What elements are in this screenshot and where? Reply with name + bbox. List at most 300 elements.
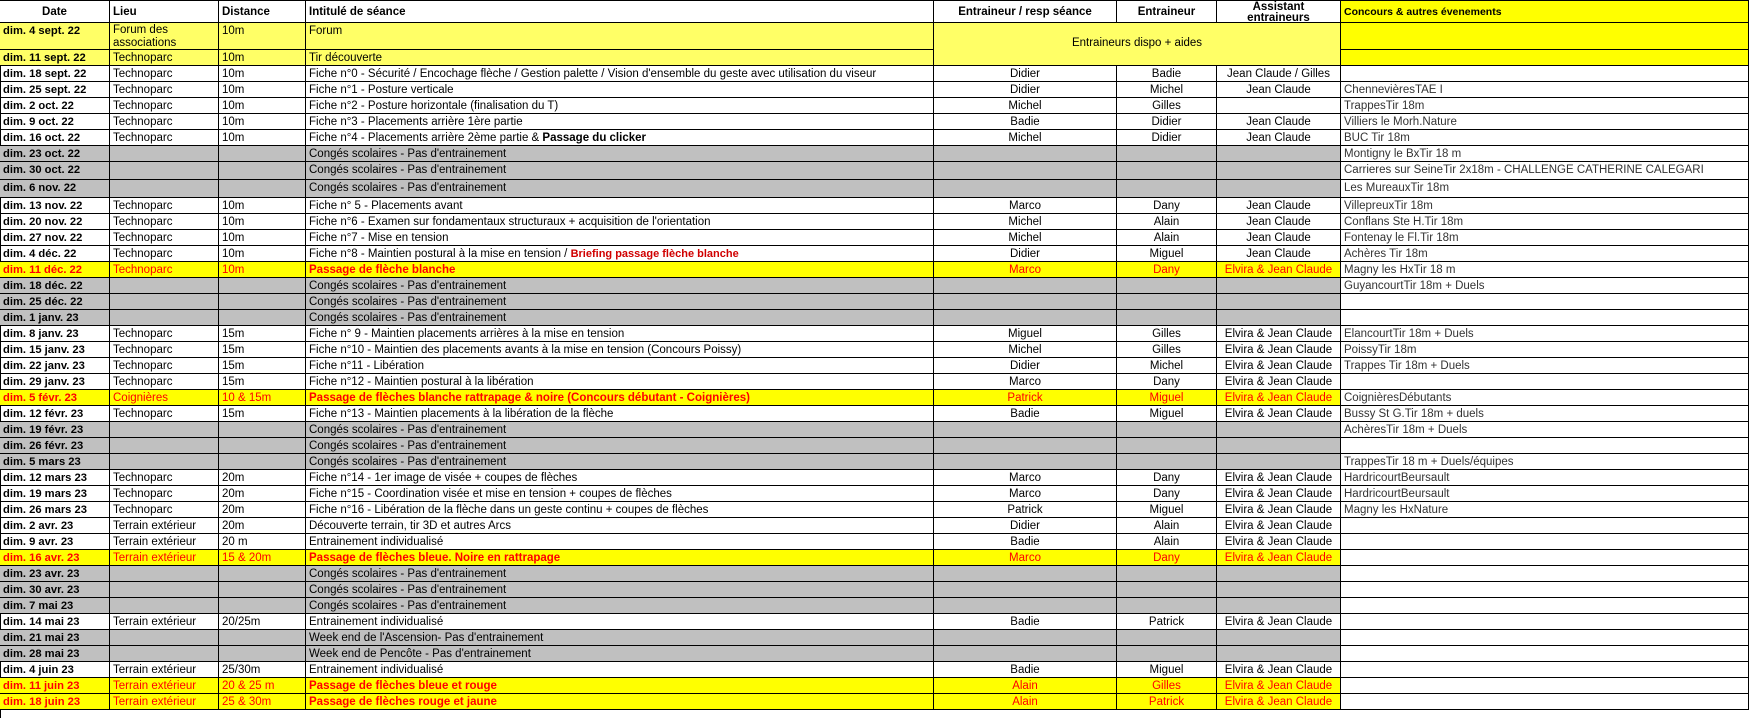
- cell-concours: [1341, 438, 1749, 454]
- cell-seance: Fiche n°11 - Libération: [306, 358, 934, 374]
- cell-lieu: Technoparc: [110, 470, 219, 486]
- cell-distance: [219, 278, 306, 294]
- cell-date: dim. 2 oct. 22: [0, 98, 110, 114]
- cell-date: dim. 11 juin 23: [0, 678, 110, 694]
- cell-entraineur: Dany: [1117, 198, 1217, 214]
- cell-seance: Forum: [306, 23, 934, 50]
- cell-concours: ElancourtTir 18m + Duels: [1341, 326, 1749, 342]
- cell-date: dim. 26 févr. 23: [0, 438, 110, 454]
- cell-concours: Montigny le BxTir 18 m: [1341, 146, 1749, 162]
- cell-date: dim. 7 mai 23: [0, 598, 110, 614]
- cell-date: dim. 23 avr. 23: [0, 566, 110, 582]
- cell-distance: 10m: [219, 230, 306, 246]
- cell-concours: [1341, 614, 1749, 630]
- cell-date: dim. 19 mars 23: [0, 486, 110, 502]
- cell-seance: Congés scolaires - Pas d'entrainement: [306, 162, 934, 180]
- header-entraineur: Entraineur: [1117, 1, 1217, 23]
- cell-distance: [219, 630, 306, 646]
- cell-date: dim. 4 sept. 22: [0, 23, 110, 50]
- cell-concours: Trappes Tir 18m + Duels: [1341, 358, 1749, 374]
- cell-seance: Passage de flèches blanche rattrapage & noire (Concours débutant - Coignières): [306, 390, 934, 406]
- cell-concours: [1341, 582, 1749, 598]
- cell-lieu: Technoparc: [110, 114, 219, 130]
- cell-resp: Didier: [934, 82, 1117, 98]
- cell-concours: [1341, 294, 1749, 310]
- cell-assistant: [1217, 98, 1341, 114]
- cell-date: dim. 5 févr. 23: [0, 390, 110, 406]
- cell-lieu: Technoparc: [110, 326, 219, 342]
- cell-date: dim. 12 mars 23: [0, 470, 110, 486]
- cell-assistant: [1217, 566, 1341, 582]
- cell-assistant: Elvira & Jean Claude: [1217, 470, 1341, 486]
- cell-distance: 15m: [219, 406, 306, 422]
- cell-date: dim. 4 juin 23: [0, 662, 110, 678]
- cell-date: dim. 14 mai 23: [0, 614, 110, 630]
- cell-lieu: Technoparc: [110, 358, 219, 374]
- cell-distance: 10m: [219, 262, 306, 278]
- cell-lieu: Forum des associations: [110, 23, 219, 50]
- cell-seance: Fiche n° 9 - Maintien placements arrières à la mise en tension: [306, 326, 934, 342]
- header-date: Date: [0, 1, 110, 23]
- cell-assistant: Elvira & Jean Claude: [1217, 534, 1341, 550]
- cell-concours: Villiers le Morh.Nature: [1341, 114, 1749, 130]
- merged-entraineurs-dispo: Entraineurs dispo + aides: [934, 23, 1341, 66]
- cell-concours: [1341, 550, 1749, 566]
- cell-lieu: Technoparc: [110, 502, 219, 518]
- cell-seance: Passage de flèche blanche: [306, 262, 934, 278]
- cell-entraineur: [1117, 438, 1217, 454]
- cell-resp: Miguel: [934, 326, 1117, 342]
- cell-entraineur: [1117, 454, 1217, 470]
- cell-seance: Week end de Pencôte - Pas d'entrainement: [306, 646, 934, 662]
- cell-date: dim. 30 avr. 23: [0, 582, 110, 598]
- cell-lieu: Coignières: [110, 390, 219, 406]
- cell-assistant: Elvira & Jean Claude: [1217, 342, 1341, 358]
- cell-lieu: Terrain extérieur: [110, 550, 219, 566]
- cell-date: dim. 16 avr. 23: [0, 550, 110, 566]
- cell-distance: [219, 294, 306, 310]
- cell-distance: [219, 598, 306, 614]
- cell-assistant: Elvira & Jean Claude: [1217, 678, 1341, 694]
- cell-assistant: Elvira & Jean Claude: [1217, 358, 1341, 374]
- cell-concours: [1341, 518, 1749, 534]
- cell-concours: PoissyTir 18m: [1341, 342, 1749, 358]
- cell-date: dim. 13 nov. 22: [0, 198, 110, 214]
- cell-concours: [1341, 374, 1749, 390]
- cell-concours: ChennevièresTAE I: [1341, 82, 1749, 98]
- cell-lieu: Terrain extérieur: [110, 662, 219, 678]
- cell-resp: [934, 598, 1117, 614]
- cell-lieu: [110, 438, 219, 454]
- cell-date: dim. 27 nov. 22: [0, 230, 110, 246]
- cell-assistant: Jean Claude: [1217, 246, 1341, 262]
- cell-assistant: [1217, 582, 1341, 598]
- cell-date: dim. 18 sept. 22: [0, 66, 110, 82]
- header-resp: Entraineur / resp séance: [934, 1, 1117, 23]
- cell-concours: [1341, 662, 1749, 678]
- cell-seance: Week end de l'Ascension- Pas d'entrainement: [306, 630, 934, 646]
- cell-distance: [219, 162, 306, 180]
- cell-resp: Alain: [934, 678, 1117, 694]
- cell-assistant: Elvira & Jean Claude: [1217, 694, 1341, 710]
- cell-seance: Fiche n°1 - Posture verticale: [306, 82, 934, 98]
- cell-entraineur: [1117, 598, 1217, 614]
- cell-concours: Conflans Ste H.Tir 18m: [1341, 214, 1749, 230]
- cell-lieu: Terrain extérieur: [110, 518, 219, 534]
- cell-concours: [1341, 23, 1749, 50]
- cell-resp: Didier: [934, 518, 1117, 534]
- cell-lieu: Technoparc: [110, 130, 219, 146]
- cell-assistant: [1217, 454, 1341, 470]
- cell-entraineur: Badie: [1117, 66, 1217, 82]
- cell-assistant: [1217, 438, 1341, 454]
- cell-lieu: Terrain extérieur: [110, 694, 219, 710]
- cell-distance: 20 m: [219, 534, 306, 550]
- cell-lieu: [110, 294, 219, 310]
- cell-date: dim. 29 janv. 23: [0, 374, 110, 390]
- cell-assistant: Elvira & Jean Claude: [1217, 550, 1341, 566]
- cell-date: dim. 19 févr. 23: [0, 422, 110, 438]
- cell-distance: 15m: [219, 374, 306, 390]
- cell-date: dim. 16 oct. 22: [0, 130, 110, 146]
- cell-entraineur: [1117, 162, 1217, 180]
- cell-date: dim. 20 nov. 22: [0, 214, 110, 230]
- cell-entraineur: Alain: [1117, 518, 1217, 534]
- cell-seance: Congés scolaires - Pas d'entrainement: [306, 566, 934, 582]
- cell-lieu: Terrain extérieur: [110, 678, 219, 694]
- cell-resp: Marco: [934, 470, 1117, 486]
- cell-assistant: Elvira & Jean Claude: [1217, 262, 1341, 278]
- cell-entraineur: [1117, 180, 1217, 198]
- cell-concours: [1341, 694, 1749, 710]
- cell-seance: Fiche n°10 - Maintien des placements avants à la mise en tension (Concours Poissy): [306, 342, 934, 358]
- cell-assistant: Jean Claude: [1217, 214, 1341, 230]
- cell-seance: Passage de flèches bleue. Noire en rattrapage: [306, 550, 934, 566]
- cell-concours: [1341, 566, 1749, 582]
- cell-entraineur: Michel: [1117, 358, 1217, 374]
- cell-lieu: Technoparc: [110, 246, 219, 262]
- seance-text: Fiche n°8 - Maintien postural à la mise en tension /: [309, 248, 571, 260]
- cell-distance: 25 & 30m: [219, 694, 306, 710]
- cell-concours: [1341, 630, 1749, 646]
- cell-entraineur: [1117, 646, 1217, 662]
- cell-distance: 10m: [219, 214, 306, 230]
- cell-resp: Badie: [934, 662, 1117, 678]
- cell-concours: VillepreuxTir 18m: [1341, 198, 1749, 214]
- cell-assistant: Elvira & Jean Claude: [1217, 406, 1341, 422]
- cell-assistant: [1217, 422, 1341, 438]
- cell-seance: [306, 130, 934, 146]
- cell-date: dim. 11 sept. 22: [0, 50, 110, 66]
- cell-distance: 10m: [219, 50, 306, 66]
- cell-entraineur: [1117, 566, 1217, 582]
- header-distance: Distance: [219, 1, 306, 23]
- cell-concours: BUC Tir 18m: [1341, 130, 1749, 146]
- cell-concours: [1341, 66, 1749, 82]
- cell-lieu: [110, 598, 219, 614]
- cell-concours: [1341, 50, 1749, 66]
- cell-resp: Patrick: [934, 390, 1117, 406]
- seance-briefing: Briefing passage flèche blanche: [570, 248, 739, 260]
- cell-resp: [934, 646, 1117, 662]
- seance-highlight: Passage du clicker: [542, 132, 646, 144]
- cell-lieu: [110, 162, 219, 180]
- cell-entraineur: Dany: [1117, 550, 1217, 566]
- cell-assistant: Jean Claude: [1217, 82, 1341, 98]
- cell-entraineur: Alain: [1117, 534, 1217, 550]
- cell-seance: Fiche n°16 - Libération de la flèche dans un geste continu + coupes de flèches: [306, 502, 934, 518]
- cell-concours: [1341, 678, 1749, 694]
- cell-date: dim. 2 avr. 23: [0, 518, 110, 534]
- cell-concours: Carrieres sur SeineTir 2x18m - CHALLENGE CATHERINE CALEGARI: [1341, 162, 1749, 180]
- cell-distance: [219, 454, 306, 470]
- cell-seance: Congés scolaires - Pas d'entrainement: [306, 294, 934, 310]
- cell-seance: Passage de flèches rouge et jaune: [306, 694, 934, 710]
- cell-distance: 20/25m: [219, 614, 306, 630]
- cell-entraineur: Didier: [1117, 130, 1217, 146]
- cell-resp: Marco: [934, 262, 1117, 278]
- cell-concours: HardricourtBeursault: [1341, 486, 1749, 502]
- cell-entraineur: Miguel: [1117, 246, 1217, 262]
- cell-concours: [1341, 534, 1749, 550]
- cell-lieu: [110, 582, 219, 598]
- cell-lieu: Technoparc: [110, 262, 219, 278]
- cell-entraineur: Alain: [1117, 230, 1217, 246]
- cell-resp: Marco: [934, 486, 1117, 502]
- cell-distance: [219, 146, 306, 162]
- cell-lieu: Technoparc: [110, 98, 219, 114]
- cell-lieu: [110, 566, 219, 582]
- cell-entraineur: Miguel: [1117, 502, 1217, 518]
- cell-distance: 20m: [219, 518, 306, 534]
- cell-lieu: Terrain extérieur: [110, 614, 219, 630]
- cell-assistant: [1217, 598, 1341, 614]
- cell-concours: Les MureauxTir 18m: [1341, 180, 1749, 198]
- cell-date: dim. 25 déc. 22: [0, 294, 110, 310]
- cell-seance: Entrainement individualisé: [306, 614, 934, 630]
- cell-date: dim. 21 mai 23: [0, 630, 110, 646]
- cell-concours: HardricourtBeursault: [1341, 470, 1749, 486]
- cell-entraineur: Miguel: [1117, 390, 1217, 406]
- cell-distance: 10m: [219, 66, 306, 82]
- cell-lieu: Technoparc: [110, 374, 219, 390]
- cell-resp: Marco: [934, 550, 1117, 566]
- cell-assistant: Jean Claude / Gilles: [1217, 66, 1341, 82]
- cell-seance: Passage de flèches bleue et rouge: [306, 678, 934, 694]
- cell-date: dim. 5 mars 23: [0, 454, 110, 470]
- cell-lieu: [110, 646, 219, 662]
- cell-assistant: [1217, 310, 1341, 326]
- cell-seance: Fiche n°13 - Maintien placements à la libération de la flèche: [306, 406, 934, 422]
- cell-date: dim. 11 déc. 22: [0, 262, 110, 278]
- cell-resp: Badie: [934, 614, 1117, 630]
- cell-concours: Magny les HxNature: [1341, 502, 1749, 518]
- cell-resp: [934, 454, 1117, 470]
- cell-concours: AchèresTir 18m + Duels: [1341, 422, 1749, 438]
- cell-date: dim. 1 janv. 23: [0, 310, 110, 326]
- cell-seance: Congés scolaires - Pas d'entrainement: [306, 598, 934, 614]
- cell-entraineur: [1117, 630, 1217, 646]
- cell-date: dim. 25 sept. 22: [0, 82, 110, 98]
- cell-seance: Fiche n°12 - Maintien postural à la libération: [306, 374, 934, 390]
- cell-seance: Congés scolaires - Pas d'entrainement: [306, 582, 934, 598]
- cell-seance: Fiche n° 5 - Placements avant: [306, 198, 934, 214]
- seance-text: Fiche n°4 - Placements arrière 2ème partie &: [309, 132, 543, 144]
- cell-distance: [219, 180, 306, 198]
- cell-resp: Badie: [934, 114, 1117, 130]
- cell-resp: [934, 294, 1117, 310]
- cell-distance: 15m: [219, 358, 306, 374]
- cell-resp: [934, 630, 1117, 646]
- cell-resp: [934, 146, 1117, 162]
- cell-assistant: Jean Claude: [1217, 198, 1341, 214]
- cell-seance: Congés scolaires - Pas d'entrainement: [306, 180, 934, 198]
- cell-lieu: [110, 146, 219, 162]
- cell-date: dim. 12 févr. 23: [0, 406, 110, 422]
- cell-distance: 25/30m: [219, 662, 306, 678]
- cell-date: dim. 23 oct. 22: [0, 146, 110, 162]
- cell-seance: Découverte terrain, tir 3D et autres Arcs: [306, 518, 934, 534]
- cell-concours: [1341, 646, 1749, 662]
- cell-assistant: Elvira & Jean Claude: [1217, 662, 1341, 678]
- cell-assistant: [1217, 146, 1341, 162]
- cell-assistant: Jean Claude: [1217, 230, 1341, 246]
- cell-distance: 20m: [219, 470, 306, 486]
- cell-date: dim. 22 janv. 23: [0, 358, 110, 374]
- cell-resp: Didier: [934, 66, 1117, 82]
- cell-entraineur: Miguel: [1117, 662, 1217, 678]
- cell-date: dim. 6 nov. 22: [0, 180, 110, 198]
- cell-entraineur: Miguel: [1117, 406, 1217, 422]
- cell-lieu: Technoparc: [110, 50, 219, 66]
- cell-resp: Badie: [934, 534, 1117, 550]
- cell-distance: 15 & 20m: [219, 550, 306, 566]
- cell-lieu: [110, 310, 219, 326]
- cell-lieu: Technoparc: [110, 406, 219, 422]
- cell-entraineur: Didier: [1117, 114, 1217, 130]
- cell-date: dim. 28 mai 23: [0, 646, 110, 662]
- cell-lieu: Technoparc: [110, 82, 219, 98]
- cell-entraineur: [1117, 422, 1217, 438]
- cell-distance: [219, 582, 306, 598]
- cell-concours: GuyancourtTir 18m + Duels: [1341, 278, 1749, 294]
- cell-entraineur: Alain: [1117, 214, 1217, 230]
- cell-resp: Michel: [934, 342, 1117, 358]
- cell-seance: Congés scolaires - Pas d'entrainement: [306, 278, 934, 294]
- cell-distance: 10m: [219, 130, 306, 146]
- cell-resp: [934, 582, 1117, 598]
- cell-concours: TrappesTir 18m: [1341, 98, 1749, 114]
- cell-seance: Tir découverte: [306, 50, 934, 66]
- cell-distance: 15m: [219, 326, 306, 342]
- cell-entraineur: [1117, 146, 1217, 162]
- cell-assistant: [1217, 294, 1341, 310]
- cell-date: dim. 9 oct. 22: [0, 114, 110, 130]
- cell-assistant: Elvira & Jean Claude: [1217, 390, 1341, 406]
- cell-entraineur: [1117, 310, 1217, 326]
- cell-entraineur: Dany: [1117, 486, 1217, 502]
- cell-seance: Fiche n°15 - Coordination visée et mise en tension + coupes de flèches: [306, 486, 934, 502]
- cell-entraineur: Gilles: [1117, 342, 1217, 358]
- cell-date: dim. 4 déc. 22: [0, 246, 110, 262]
- cell-lieu: [110, 422, 219, 438]
- cell-date: dim. 15 janv. 23: [0, 342, 110, 358]
- cell-resp: Marco: [934, 198, 1117, 214]
- cell-date: dim. 8 janv. 23: [0, 326, 110, 342]
- cell-distance: 10m: [219, 82, 306, 98]
- cell-seance: Fiche n°2 - Posture horizontale (finalisation du T): [306, 98, 934, 114]
- cell-resp: [934, 180, 1117, 198]
- cell-date: dim. 18 juin 23: [0, 694, 110, 710]
- cell-assistant: [1217, 630, 1341, 646]
- cell-date: dim. 30 oct. 22: [0, 162, 110, 180]
- cell-lieu: [110, 278, 219, 294]
- cell-entraineur: [1117, 294, 1217, 310]
- cell-seance: Congés scolaires - Pas d'entrainement: [306, 438, 934, 454]
- header-concours: Concours & autres évenements: [1341, 1, 1749, 23]
- cell-entraineur: Dany: [1117, 374, 1217, 390]
- cell-entraineur: Dany: [1117, 262, 1217, 278]
- cell-distance: 15m: [219, 342, 306, 358]
- cell-assistant: Elvira & Jean Claude: [1217, 326, 1341, 342]
- cell-distance: 20m: [219, 486, 306, 502]
- cell-lieu: Technoparc: [110, 66, 219, 82]
- cell-lieu: Technoparc: [110, 486, 219, 502]
- cell-lieu: [110, 180, 219, 198]
- cell-resp: Didier: [934, 246, 1117, 262]
- cell-resp: Alain: [934, 694, 1117, 710]
- cell-resp: Michel: [934, 130, 1117, 146]
- cell-distance: [219, 646, 306, 662]
- cell-entraineur: Dany: [1117, 470, 1217, 486]
- cell-resp: Patrick: [934, 502, 1117, 518]
- cell-resp: [934, 310, 1117, 326]
- cell-seance: Congés scolaires - Pas d'entrainement: [306, 454, 934, 470]
- cell-resp: [934, 422, 1117, 438]
- cell-assistant: [1217, 278, 1341, 294]
- cell-resp: [934, 162, 1117, 180]
- cell-seance: [306, 246, 934, 262]
- cell-distance: 10m: [219, 246, 306, 262]
- cell-distance: 10 & 15m: [219, 390, 306, 406]
- cell-concours: Achères Tir 18m: [1341, 246, 1749, 262]
- cell-resp: Marco: [934, 374, 1117, 390]
- cell-distance: 10m: [219, 98, 306, 114]
- cell-resp: Didier: [934, 358, 1117, 374]
- cell-assistant: [1217, 180, 1341, 198]
- cell-seance: Entrainement individualisé: [306, 662, 934, 678]
- header-lieu: Lieu: [110, 1, 219, 23]
- cell-entraineur: Patrick: [1117, 614, 1217, 630]
- cell-assistant: Elvira & Jean Claude: [1217, 374, 1341, 390]
- cell-assistant: Elvira & Jean Claude: [1217, 614, 1341, 630]
- cell-resp: [934, 566, 1117, 582]
- cell-assistant: [1217, 646, 1341, 662]
- cell-concours: TrappesTir 18 m + Duels/équipes: [1341, 454, 1749, 470]
- cell-seance: Entrainement individualisé: [306, 534, 934, 550]
- cell-resp: Michel: [934, 98, 1117, 114]
- cell-lieu: Technoparc: [110, 198, 219, 214]
- cell-distance: [219, 566, 306, 582]
- cell-entraineur: Gilles: [1117, 326, 1217, 342]
- cell-distance: 10m: [219, 198, 306, 214]
- cell-resp: [934, 438, 1117, 454]
- cell-lieu: [110, 454, 219, 470]
- cell-date: dim. 9 avr. 23: [0, 534, 110, 550]
- cell-distance: [219, 438, 306, 454]
- cell-entraineur: [1117, 278, 1217, 294]
- cell-concours: Magny les HxTir 18 m: [1341, 262, 1749, 278]
